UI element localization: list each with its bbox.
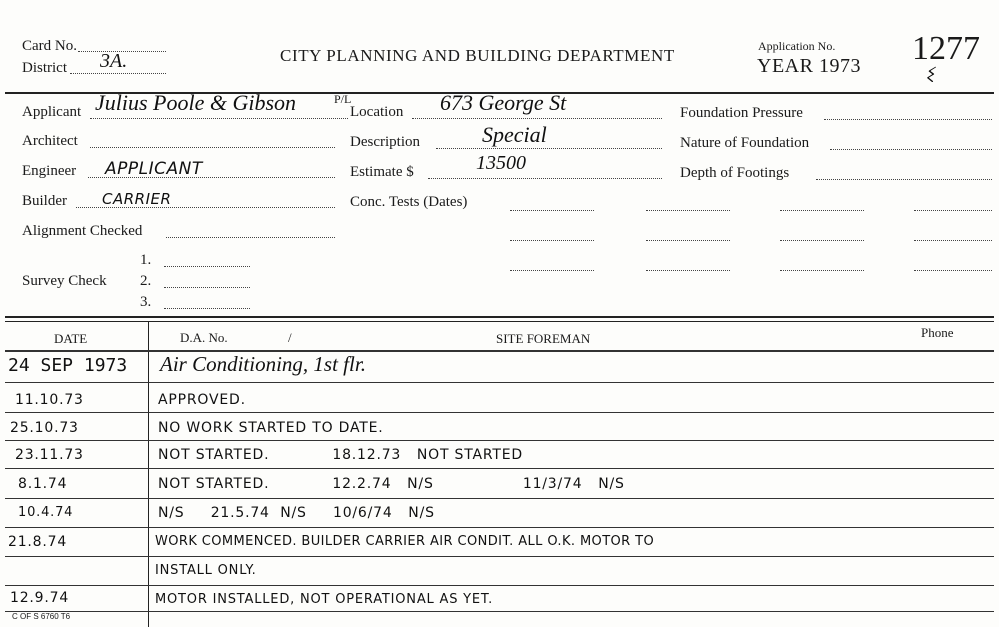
location-label: Location — [350, 104, 404, 120]
survey-line-1 — [164, 266, 250, 267]
row-entry: INSTALL ONLY. — [155, 563, 257, 578]
row-divider — [5, 611, 994, 612]
depth-footings-line — [816, 179, 992, 180]
conc-line-c3 — [780, 270, 864, 271]
survey-item-3: 3. — [140, 294, 152, 310]
department-title: CITY PLANNING AND BUILDING DEPARTMENT — [280, 46, 675, 65]
row-entry: NO WORK STARTED TO DATE. — [158, 420, 384, 436]
conc-tests-label: Conc. Tests (Dates) — [350, 194, 468, 210]
row-date: 12.9.74 — [10, 590, 70, 606]
row-date: 25.10.73 — [10, 420, 79, 436]
conc-line-b3 — [646, 270, 730, 271]
conc-line-d2 — [914, 240, 992, 241]
estimate-value: 13500 — [476, 152, 526, 174]
application-number: 1277 — [912, 30, 980, 67]
foundation-pressure-label: Foundation Pressure — [680, 105, 803, 121]
alignment-label: Alignment Checked — [22, 223, 143, 239]
row-divider — [5, 498, 994, 499]
alignment-line — [166, 237, 335, 238]
row-entry: WORK COMMENCED. BUILDER CARRIER AIR CONDIT. ALL O.K. MOTOR TO — [155, 534, 655, 549]
description-line — [436, 148, 662, 149]
row-divider — [5, 585, 994, 586]
conc-line-d1 — [914, 210, 992, 211]
row-date: 21.8.74 — [8, 534, 68, 550]
nature-foundation-line — [830, 149, 992, 150]
description-label: Description — [350, 134, 420, 150]
row-divider — [5, 440, 994, 441]
date-column-divider — [148, 322, 149, 627]
survey-line-2 — [164, 287, 250, 288]
row-date: 24 SEP 1973 — [8, 355, 128, 376]
estimate-label: Estimate $ — [350, 164, 414, 180]
builder-value: CARRIER — [102, 190, 172, 208]
row-divider — [5, 527, 994, 528]
year-label: YEAR 1973 — [757, 55, 861, 77]
architect-label: Architect — [22, 133, 78, 149]
survey-check-label: Survey Check — [22, 273, 107, 289]
survey-item-2: 2. — [140, 273, 152, 289]
conc-line-c1 — [780, 210, 864, 211]
conc-line-a3 — [510, 270, 594, 271]
signature-initials: ଽ — [925, 62, 934, 88]
survey-line-3 — [164, 308, 250, 309]
row-entry: APPROVED. — [158, 392, 246, 408]
applicant-value: Julius Poole & Gibson — [95, 90, 297, 115]
description-value: Special — [482, 122, 547, 147]
conc-line-b2 — [646, 240, 730, 241]
da-slash: / — [288, 330, 292, 345]
applicant-line — [90, 118, 348, 119]
depth-footings-label: Depth of Footings — [680, 165, 790, 181]
conc-line-d3 — [914, 270, 992, 271]
foundation-pressure-line — [824, 119, 992, 120]
da-header: D.A. No. — [180, 330, 228, 345]
site-foreman-header: SITE FOREMAN — [496, 331, 591, 346]
engineer-label: Engineer — [22, 163, 77, 179]
nature-foundation-label: Nature of Foundation — [680, 135, 810, 151]
row-divider — [5, 468, 994, 469]
location-line — [412, 118, 662, 119]
card-no-label: Card No. — [22, 38, 77, 54]
table-top-border — [5, 316, 994, 318]
district-value: 3A. — [100, 50, 128, 72]
date-header: DATE — [54, 331, 88, 346]
row-date: 8.1.74 — [18, 476, 68, 492]
builder-label: Builder — [22, 193, 67, 209]
district-label: District — [22, 60, 67, 76]
row-divider — [5, 382, 994, 383]
conc-line-b1 — [646, 210, 730, 211]
table-top-border-2 — [5, 321, 994, 322]
form-code: C OF S 6760 T6 — [12, 612, 71, 621]
location-value: 673 George St — [440, 90, 567, 115]
row-date: 10.4.74 — [18, 505, 74, 520]
row-entry: N/S 21.5.74 N/S 10/6/74 N/S — [158, 505, 435, 521]
row-divider — [5, 556, 994, 557]
row-divider — [5, 412, 994, 413]
applicant-suffix: P/L — [334, 92, 352, 106]
row-entry: NOT STARTED. 18.12.73 NOT STARTED — [158, 447, 523, 463]
application-no-label: Application No. — [758, 39, 836, 53]
estimate-line — [428, 178, 662, 179]
engineer-value: APPLICANT — [105, 159, 203, 179]
applicant-label: Applicant — [22, 104, 82, 120]
architect-line — [90, 147, 335, 148]
row-entry: MOTOR INSTALLED, NOT OPERATIONAL AS YET. — [155, 592, 494, 607]
conc-line-a2 — [510, 240, 594, 241]
row-entry: NOT STARTED. 12.2.74 N/S 11/3/74 N/S — [158, 476, 625, 492]
header-row-border — [5, 350, 994, 352]
conc-line-a1 — [510, 210, 594, 211]
district-line — [70, 73, 166, 74]
survey-item-1: 1. — [140, 252, 152, 268]
row-entry: Air Conditioning, 1st flr. — [160, 352, 366, 376]
phone-header: Phone — [921, 325, 954, 340]
conc-line-c2 — [780, 240, 864, 241]
row-date: 23.11.73 — [15, 447, 84, 463]
row-date: 11.10.73 — [15, 392, 84, 408]
